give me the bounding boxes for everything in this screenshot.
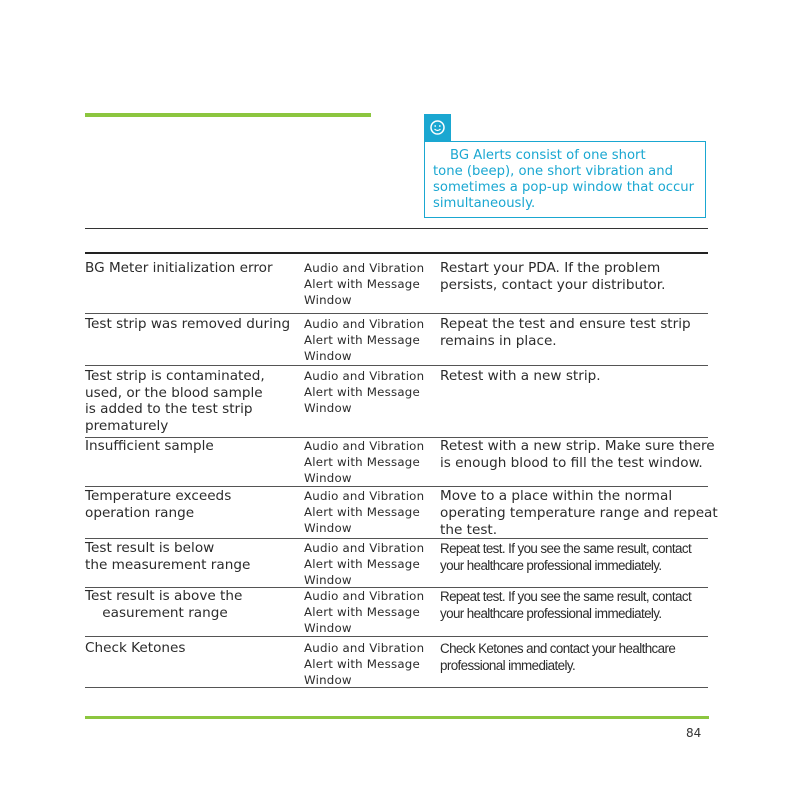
action <box>440 260 715 294</box>
error-message-line: BG Meter initialization error <box>85 260 273 276</box>
alert-type-line: Window <box>304 621 352 635</box>
action-line: Move to a place within the normal <box>440 488 673 504</box>
action-line: Repeat test. If you see the same result, contact <box>440 589 692 604</box>
action <box>440 540 715 574</box>
alert-type-line: Alert with Message <box>304 385 420 399</box>
alert-type-line: Window <box>304 293 352 307</box>
action-line: your healthcare professional immediately. <box>440 606 662 621</box>
row-divider <box>85 538 708 539</box>
error-message-line: Test strip is contaminated, <box>85 368 265 384</box>
alert-type-line: Alert with Message <box>304 657 420 671</box>
error-message-line: Check Ketones <box>85 640 186 656</box>
alert-type-line: Alert with Message <box>304 277 420 291</box>
alert-type-line: Audio and Vibration <box>304 369 425 383</box>
action <box>440 316 715 350</box>
alert-type-line: Alert with Message <box>304 455 420 469</box>
alert-type <box>304 368 434 416</box>
alert-type <box>304 540 434 588</box>
alert-type-line: Alert with Message <box>304 557 420 571</box>
error-message-line: the measurement range <box>85 556 251 573</box>
alert-type-line: Window <box>304 573 352 587</box>
alert-type-line: Window <box>304 521 352 535</box>
alert-type-line: Audio and Vibration <box>304 317 425 331</box>
error-message <box>85 260 300 277</box>
action-line: operating temperature range and repeat <box>440 505 718 521</box>
alert-type-line: Audio and Vibration <box>304 439 425 453</box>
table-header-rule <box>85 252 708 254</box>
action <box>440 488 718 539</box>
error-message <box>85 540 300 573</box>
action-line: Restart your PDA. If the problem <box>440 260 661 276</box>
error-message-line: Temperature exceeds <box>85 488 232 504</box>
error-message <box>85 640 300 657</box>
action <box>440 368 715 385</box>
row-divider <box>85 636 708 637</box>
alert-type-line: Audio and Vibration <box>304 489 425 503</box>
error-message-line: Test strip was removed during <box>85 316 291 332</box>
note-line: BG Alerts consist of one short <box>450 148 646 163</box>
error-message <box>85 588 300 621</box>
error-message <box>85 316 300 333</box>
action-line: your healthcare professional immediately. <box>440 558 662 573</box>
error-message-line: operation range <box>85 504 195 521</box>
alert-type-line: Window <box>304 349 352 363</box>
alert-type <box>304 588 434 636</box>
smiley-icon <box>424 114 451 141</box>
alert-type-line: Window <box>304 401 352 415</box>
alert-type <box>304 260 434 308</box>
alert-type-line: Alert with Message <box>304 333 420 347</box>
action <box>440 438 715 472</box>
alert-type <box>304 640 434 688</box>
error-message-line: Test result is below <box>85 540 215 556</box>
page-number: 84 <box>686 726 702 740</box>
error-message-line: Test result is above the <box>85 588 243 604</box>
header-accent-bar <box>85 113 371 117</box>
error-message-line: prematurely <box>85 417 169 434</box>
action <box>440 588 715 622</box>
action-line: professional immediately. <box>440 658 576 673</box>
table-top-thin-rule <box>85 228 708 229</box>
alert-type-line: Window <box>304 471 352 485</box>
alert-type-line: Audio and Vibration <box>304 589 425 603</box>
bg-alert-note <box>424 141 706 218</box>
alert-type-line: Window <box>304 673 352 687</box>
action-line: the test. <box>440 522 498 538</box>
error-message-line: used, or the blood sample <box>85 384 263 401</box>
alert-type <box>304 488 434 536</box>
action-line: Retest with a new strip. <box>440 368 601 384</box>
row-divider <box>85 313 708 314</box>
alert-type-line: Audio and Vibration <box>304 541 425 555</box>
action-line: Retest with a new strip. Make sure there <box>440 438 715 454</box>
row-divider <box>85 687 708 688</box>
row-divider <box>85 486 708 487</box>
error-message-line: Insufficient sample <box>85 438 214 454</box>
action-line: is enough blood to fill the test window. <box>440 455 703 471</box>
alert-type-line: Alert with Message <box>304 505 420 519</box>
alert-type <box>304 316 434 364</box>
error-message <box>85 438 300 455</box>
error-message-line: is added to the test strip <box>85 401 253 417</box>
action-line: Repeat test. If you see the same result, contact <box>440 541 692 556</box>
note-line: sometimes a pop-up window that occur <box>433 180 695 195</box>
action-line: Check Ketones and contact your healthcare <box>440 641 676 656</box>
error-message <box>85 368 300 434</box>
note-line: tone (beep), one short vibration and <box>433 164 673 179</box>
alert-type-line: Audio and Vibration <box>304 261 425 275</box>
footer-accent-bar <box>85 716 709 719</box>
action <box>440 640 715 674</box>
row-divider <box>85 365 708 366</box>
note-line: simultaneously. <box>433 196 536 211</box>
action-line: remains in place. <box>440 333 557 349</box>
action-line: persists, contact your distributor. <box>440 277 666 293</box>
alert-type-line: Alert with Message <box>304 605 420 619</box>
alert-type-line: Audio and Vibration <box>304 641 425 655</box>
error-message-line: easurement range <box>85 604 228 621</box>
action-line: Repeat the test and ensure test strip <box>440 316 691 332</box>
alert-type <box>304 438 434 486</box>
error-message <box>85 488 300 521</box>
